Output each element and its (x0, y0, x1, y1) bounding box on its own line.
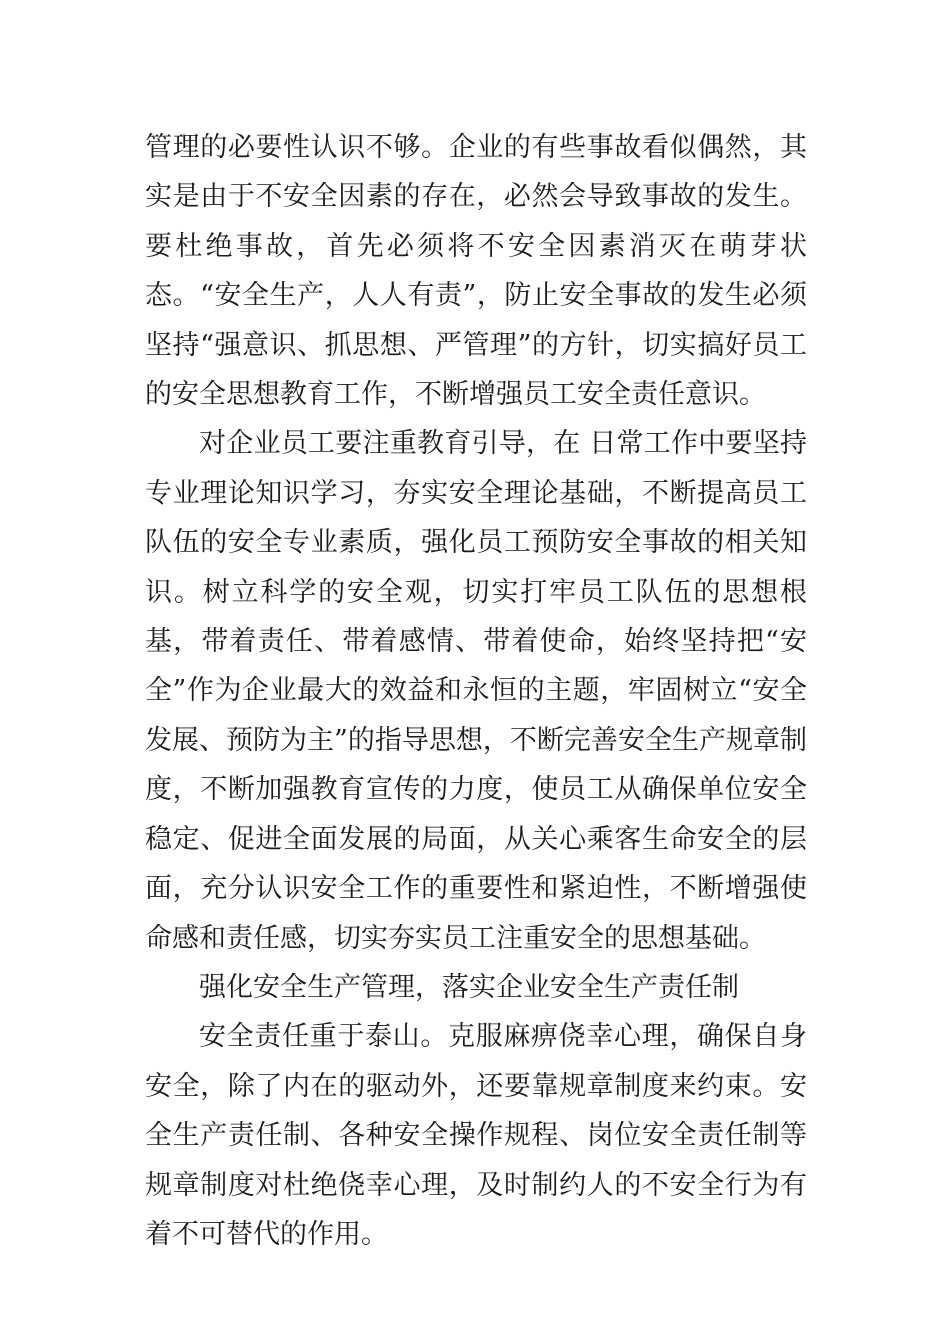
body-paragraph-2: 对企业员工要注重教育引导，在 日常工作中要坚持专业理论知识学习，夯实安全理论基础，不断提高员工队伍的安全专业素质，强化员工预防安全事故的相关知识。树立科学的安全观，切实打牢员工队伍的思想根基，带着责任、带着感情、带着使命，始终坚持把“安全”作为企业最大的效益和永恒的主题，牢固树立“安全发展、预防为主”的指导思想，不断完善安全生产规章制度，不断加强教育宣传的力度，使员工从确保单位安全稳定、促进全面发展的局面，从关心乘客生命安全的层面，充分认识安全工作的重要性和紧迫性，不断增强使命感和责任感，切实夯实员工注重安全的思想基础。 (145, 428, 807, 954)
document-page (145, 123, 807, 1259)
body-paragraph-1: 管理的必要性认识不够。企业的有些事故看似偶然，其实是由于不安全因素的存在，必然会导致事故的发生。要杜绝事故，首先必须将不安全因素消灭在萌芽状态。“安全生产，人人有责”，防止安全事故的发生必须坚持“强意识、抓思想、严管理”的方针，切实搞好员工的安全思想教育工作，不断增强员工安全责任意识。 (145, 132, 807, 411)
body-paragraph-3: 安全责任重于泰山。克服麻痹侥幸心理，确保自身安全，除了内在的驱动外，还要靠规章制度来约束。安全生产责任制、各种安全操作规程、岗位安全责任制等规章制度对杜绝侥幸心理，及时制约人的不安全行为有着不可替代的作用。 (145, 1021, 807, 1250)
section-heading: 强化安全生产管理，落实企业安全生产责任制 (199, 971, 739, 1003)
